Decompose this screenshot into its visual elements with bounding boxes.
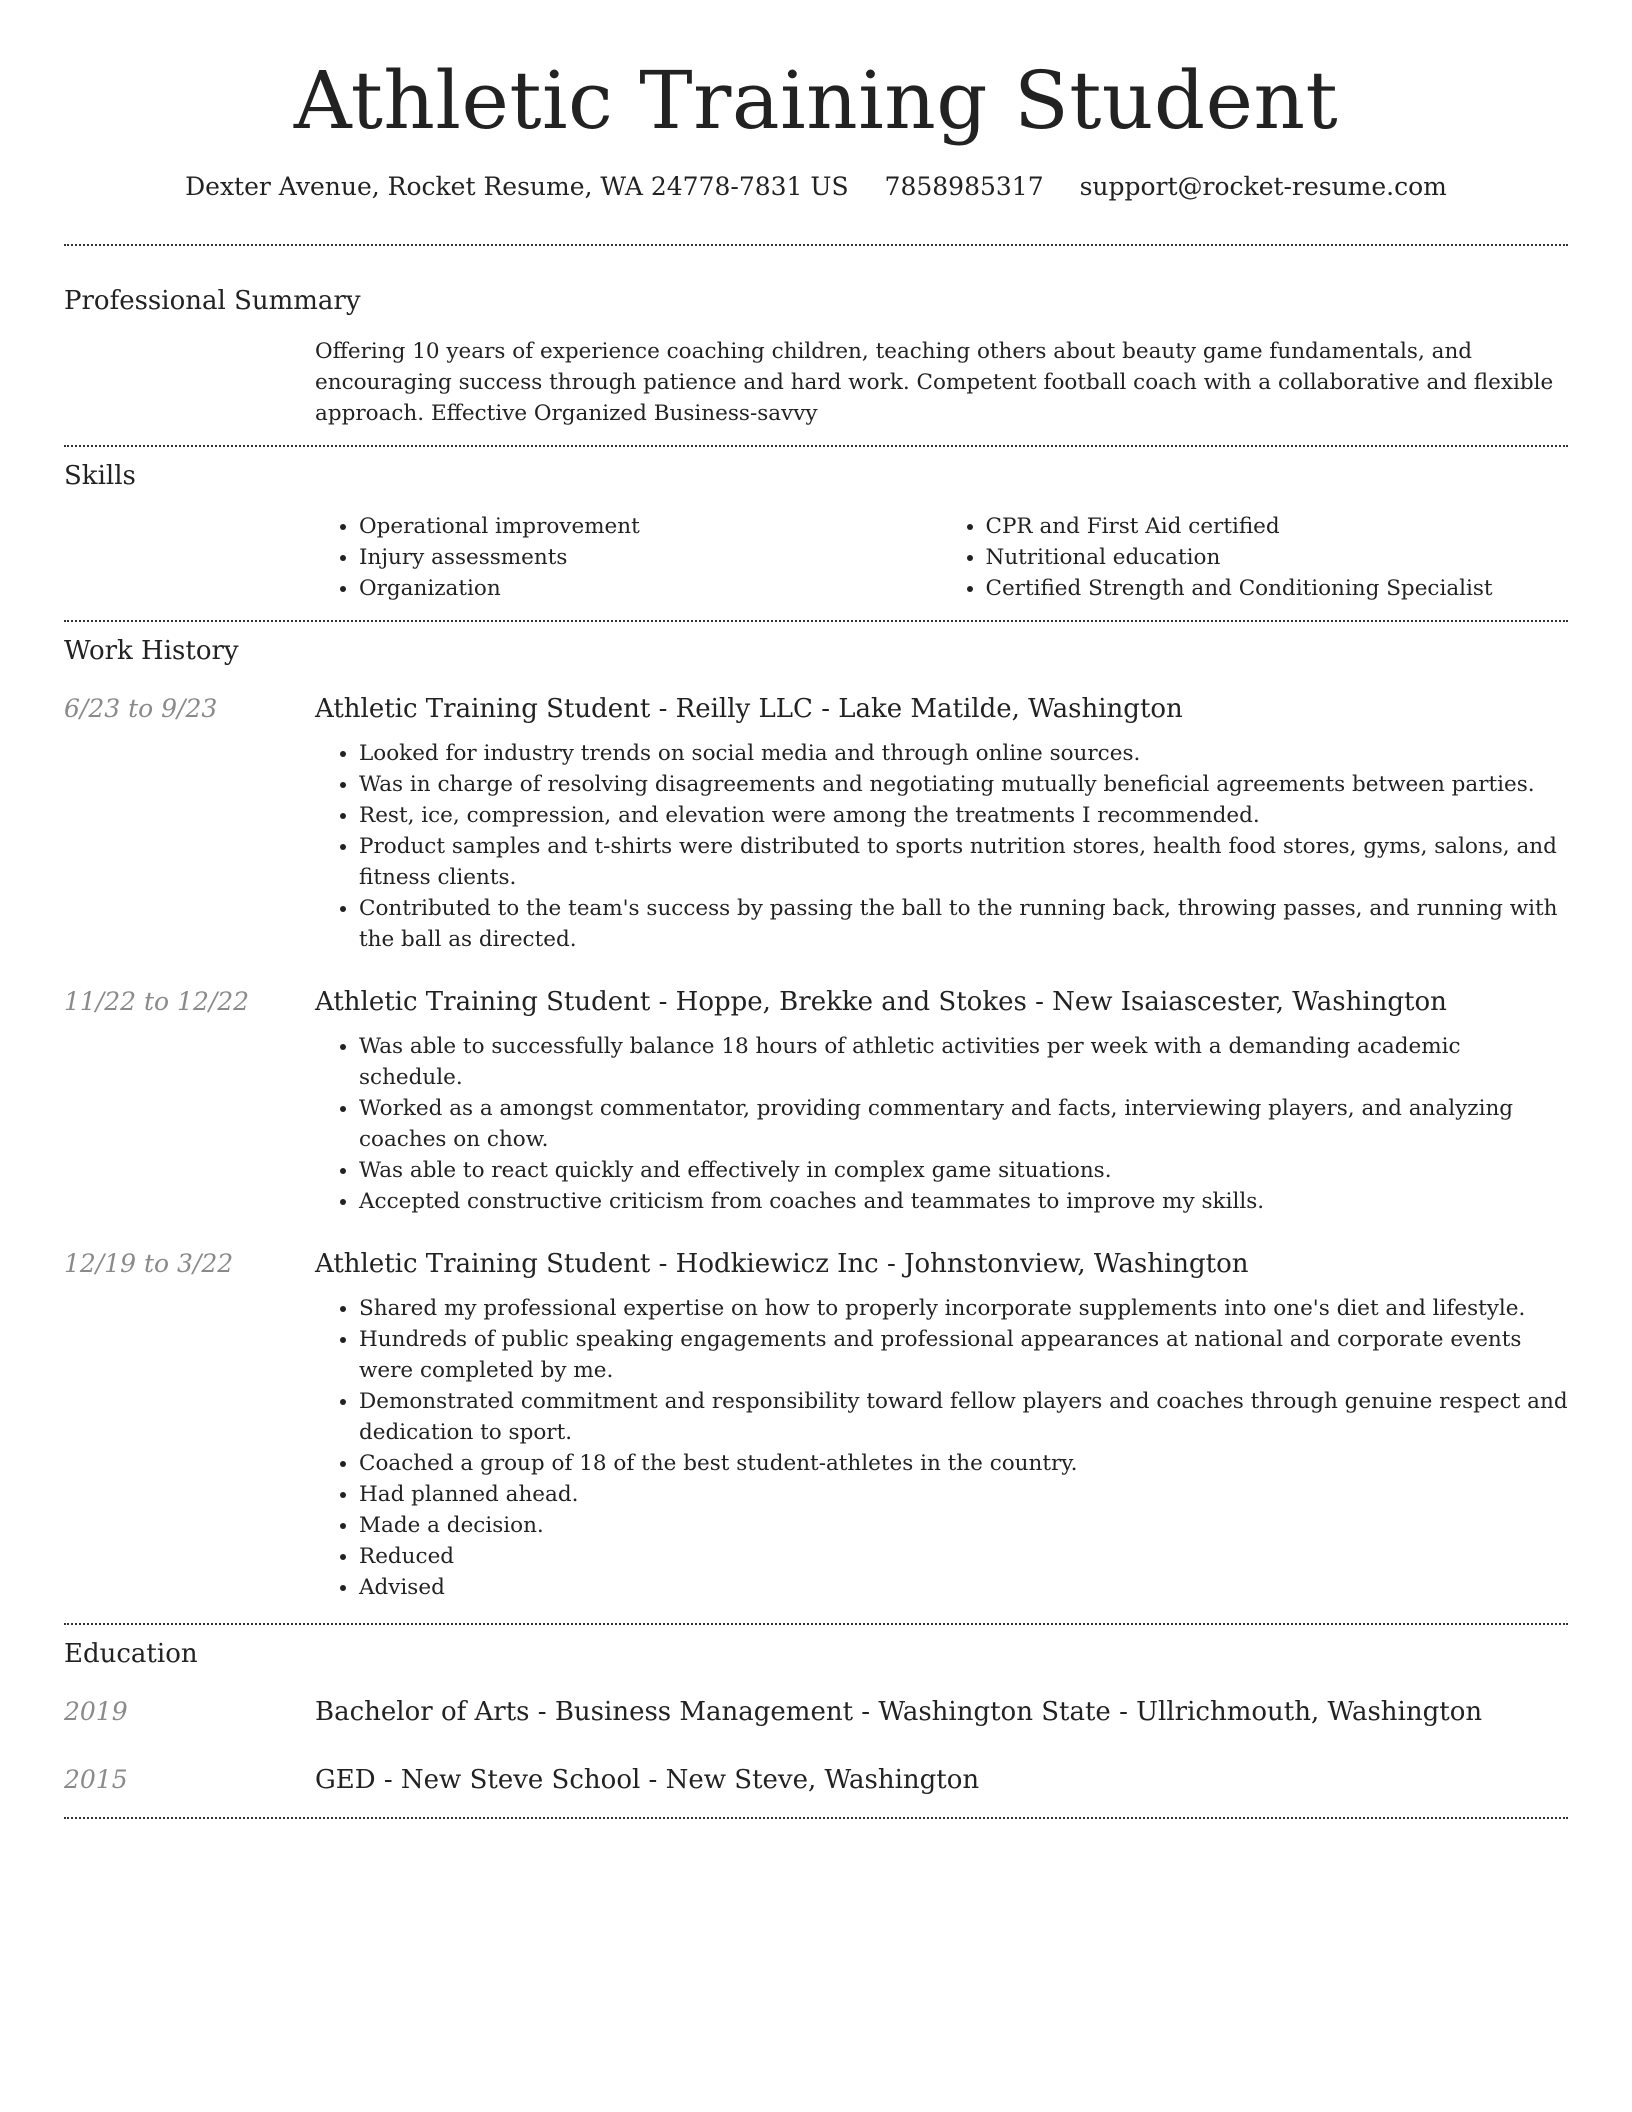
job-dates: 12/19 to 3/22 [64,1249,234,1278]
job-details [315,692,1568,955]
contact-address: Dexter Avenue, Rocket Resume, WA 24778-7831 US [185,172,849,201]
skill-item: • CPR and First Aid certified [986,511,1569,542]
work-section [64,622,1568,1623]
skills-list-right [942,511,1569,604]
contact-phone: 7858985317 [884,172,1044,201]
education-entry [64,1763,1568,1817]
summary-section [64,246,1568,445]
job-bullet: • Was in charge of resolving disagreements and negotiating mutually beneficial agreements between parties. [359,769,1568,800]
section-title-summary: Professional Summary [64,286,361,316]
job-bullet: • Rest, ice, compression, and elevation were among the treatments I recommended. [359,800,1568,831]
job-entry [64,1247,1568,1623]
job-dates: 6/23 to 9/23 [64,694,218,723]
job-details [315,985,1568,1217]
job-bullet: • Coached a group of 18 of the best student-athletes in the country. [359,1448,1568,1479]
job-bullet: • Reduced [359,1541,1568,1572]
contact-email: support@rocket-resume.com [1079,172,1447,201]
job-entry [64,985,1568,1217]
job-bullet: • Was able to successfully balance 18 hours of athletic activities per week with a demanding academic schedule. [359,1031,1568,1093]
education-section [64,1625,1568,1817]
job-entry [64,692,1568,955]
skill-item: • Certified Strength and Conditioning Specialist [986,573,1569,604]
job-bullet: • Contributed to the team's success by passing the ball to the running back, throwing passes, and running with the ball as directed. [359,893,1568,955]
job-heading: Athletic Training Student - Hoppe, Brekke and Stokes - New Isaiascester, Washington [315,987,1447,1017]
education-details: Bachelor of Arts - Business Management - Washington State - Ullrichmouth, Washington [315,1697,1483,1727]
resume-page [64,0,1568,1819]
job-bullets [315,1293,1568,1603]
section-title-education: Education [64,1639,198,1669]
divider [64,1817,1568,1819]
skill-item: • Operational improvement [359,511,942,542]
summary-text: Offering 10 years of experience coaching children, teaching others about beauty game fundamentals, and encouraging success through patience and hard work. Competent football coach with a collaborative and flexible approach. Effective Organized Business-savvy [315,339,1554,426]
job-bullet: • Product samples and t-shirts were distributed to sports nutrition stores, health food stores, gyms, salons, and fitness clients. [359,831,1568,893]
job-bullet: • Accepted constructive criticism from coaches and teammates to improve my skills. [359,1186,1568,1217]
job-bullet: • Looked for industry trends on social media and through online sources. [359,738,1568,769]
section-title-skills: Skills [64,461,136,491]
skill-item: • Organization [359,573,942,604]
job-bullet: • Had planned ahead. [359,1479,1568,1510]
job-dates: 11/22 to 12/22 [64,987,250,1016]
education-entry [64,1695,1568,1729]
job-bullet: • Made a decision. [359,1510,1568,1541]
job-bullet: • Worked as a amongst commentator, providing commentary and facts, interviewing players, and analyzing coaches on chow. [359,1093,1568,1155]
job-bullet: • Shared my professional expertise on how to properly incorporate supplements into one's diet and lifestyle. [359,1293,1568,1324]
job-bullets [315,1031,1568,1217]
education-year: 2019 [64,1697,128,1726]
job-heading: Athletic Training Student - Reilly LLC - Lake Matilde, Washington [315,694,1183,724]
job-details [315,1247,1568,1603]
education-year: 2015 [64,1765,128,1794]
job-bullet: • Was able to react quickly and effectively in complex game situations. [359,1155,1568,1186]
contact-line [64,170,1568,204]
skills-columns [315,511,1568,620]
job-bullet: • Advised [359,1572,1568,1603]
skill-item: • Nutritional education [986,542,1569,573]
section-title-work: Work History [64,636,239,666]
skills-list-left [315,511,942,604]
job-bullet: • Demonstrated commitment and responsibility toward fellow players and coaches through genuine respect and dedication to sport. [359,1386,1568,1448]
job-heading: Athletic Training Student - Hodkiewicz Inc - Johnstonview, Washington [315,1249,1249,1279]
skill-item: • Injury assessments [359,542,942,573]
education-details: GED - New Steve School - New Steve, Washington [315,1765,980,1795]
job-bullets [315,738,1568,955]
job-bullet: • Hundreds of public speaking engagements and professional appearances at national and corporate events were completed by me. [359,1324,1568,1386]
resume-name: Athletic Training Student [293,54,1339,147]
skills-section [64,447,1568,620]
